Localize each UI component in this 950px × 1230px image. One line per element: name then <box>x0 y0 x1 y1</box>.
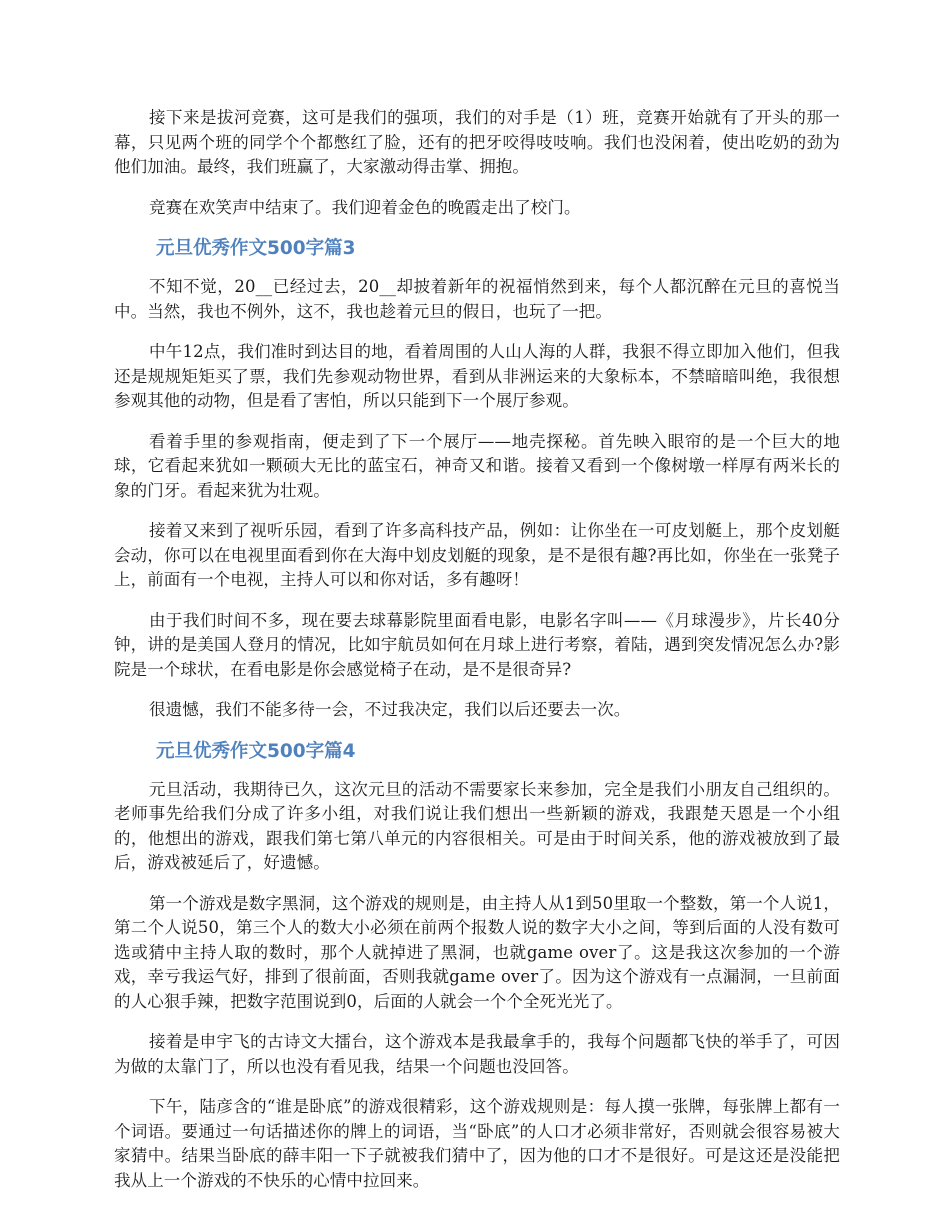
paragraph: 接着是申宇飞的古诗文大擂台，这个游戏本是我最拿手的，我每个问题都飞快的举手了，可因为做的太靠门了，所以也没有看见我，结果一个问题也没回答。 <box>114 1032 840 1076</box>
paragraph: 很遗憾，我们不能多待一会，不过我决定，我们以后还要去一次。 <box>149 700 631 719</box>
paragraph: 不知不觉，20__已经过去，20__却披着新年的祝福悄然到来，每个人都沉醉在元旦的喜悦当中。当然，我也不例外，这不，我也趁着元旦的假日，也玩了一把。 <box>114 277 840 321</box>
paragraph: 竞赛在欢笑声中结束了。我们迎着金色的晚霞走出了校门。 <box>149 197 581 217</box>
paragraph: 接着又来到了视听乐园，看到了许多高科技产品，例如：让你坐在一可皮划艇上，那个皮划艇会动，你可以在电视里面看到你在大海中划皮划艇的现象，是不是很有趣?再比如，你坐在一张凳子上，前面有一个电视，主持人可以和你对话，多有趣呀！ <box>114 521 840 589</box>
section-heading: 元旦优秀作文500字篇4 <box>156 740 356 762</box>
paragraph: 元旦活动，我期待已久，这次元旦的活动不需要家长来参加，完全是我们小朋友自己组织的。老师事先给我们分成了许多小组，对我们说让我们想出一些新颖的游戏，我跟楚天恩是一个小组的，他想出的游戏，跟我们第七第八单元的内容很相关。可是由于时间关系，他的游戏被放到了最后，游戏被延后了，好遗憾。 <box>114 779 840 872</box>
paragraph: 第一个游戏是数字黑洞，这个游戏的规则是，由主持人从1到50里取一个整数，第一个人说1，第二个人说50，第三个人的数大小必须在前两个报数人说的数字大小之间，等到后面的人没有数可选或猜中主持人取的数时，那个人就掉进了黑洞，也就game over了。这是我这次参加的一个游戏，幸亏我运气好，排到了很前面，否则我就game over了。因为这个游戏有一点漏洞，一旦前面的人心狠手辣，把数字范围说到0，后面的人就会一个个全死光光了。 <box>114 893 840 1011</box>
document-page <box>114 106 840 1209</box>
paragraph: 中午12点，我们准时到达目的地，看着周围的人山人海的人群，我狠不得立即加入他们，但我还是规规矩矩买了票，我们先参观动物世界，看到从非洲运来的大象标本，不禁暗暗叫绝，我很想参观其他的动物，但是看了害怕，所以只能到下一个展厅参观。 <box>114 342 840 410</box>
section-heading: 元旦优秀作文500字篇3 <box>156 238 356 259</box>
paragraph: 看着手里的参观指南，便走到了下一个展厅——地壳探秘。首先映入眼帘的是一个巨大的地球，它看起来犹如一颗硕大无比的蓝宝石，神奇又和谐。接着又看到一个像树墩一样厚有两米长的象的门牙。看起来犹为壮观。 <box>114 431 840 500</box>
paragraph: 下午，陆彦含的“谁是卧底”的游戏很精彩，这个游戏规则是：每人摸一张牌，每张牌上都有一个词语。要通过一句话描述你的牌上的词语，当“卧底”的人口才必须非常好，否则就会很容易被大家猜中。结果当卧底的薛丰阳一下子就被我们猜中了，因为他的口才不是很好。可是这还是没能把我从上一个游戏的不快乐的心情中拉回来。 <box>114 1097 840 1190</box>
paragraph: 接下来是拔河竞赛，这可是我们的强项，我们的对手是（1）班，竞赛开始就有了开头的那一幕，只见两个班的同学个个都憋红了脸，还有的把牙咬得吱吱响。我们也没闲着，使出吃奶的劲为他们加油。最终，我们班赢了，大家激动得击掌、拥抱。 <box>114 108 840 176</box>
paragraph: 由于我们时间不多，现在要去球幕影院里面看电影，电影名字叫——《月球漫步》，片长40分钟，讲的是美国人登月的情况，比如宇航员如何在月球上进行考察，着陆，遇到突发情况怎么办?影院是一个球状，在看电影是你会感觉椅子在动，是不是很奇异? <box>114 610 840 679</box>
